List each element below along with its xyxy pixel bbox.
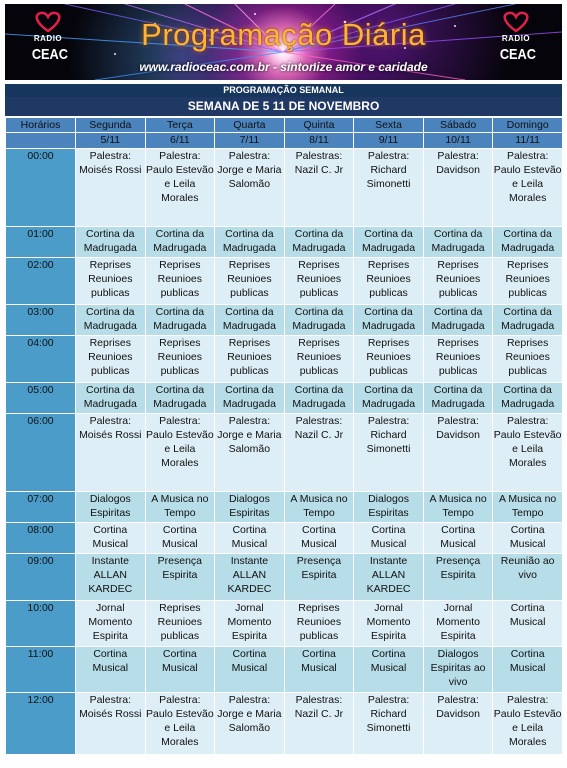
program-cell: Palestra: Moisés Rossi bbox=[76, 149, 146, 227]
program-cell: Cortina Musical bbox=[354, 647, 424, 693]
schedule-row bbox=[6, 523, 563, 554]
program-cell: Palestra: Moisés Rossi bbox=[76, 693, 146, 755]
program-cell: Cortina Musical bbox=[493, 601, 563, 647]
program-cell: Cortina Musical bbox=[423, 523, 493, 554]
program-cell: A Musica no Tempo bbox=[493, 492, 563, 523]
day-header-row bbox=[6, 118, 563, 133]
program-cell: Reprises Reunioes publicas bbox=[145, 336, 215, 383]
program-cell: Palestra: Richard Simonetti bbox=[354, 414, 424, 492]
program-cell: Presença Espirita bbox=[423, 554, 493, 601]
program-cell: Cortina da Madrugada bbox=[493, 227, 563, 258]
program-cell: Palestra: Paulo Estevão e Leila Morales bbox=[493, 693, 563, 755]
program-cell: Cortina Musical bbox=[145, 523, 215, 554]
program-cell: Cortina Musical bbox=[284, 647, 354, 693]
program-cell: A Musica no Tempo bbox=[423, 492, 493, 523]
program-cell: Cortina Musical bbox=[354, 523, 424, 554]
day-header: Terça bbox=[145, 118, 215, 133]
program-cell: Cortina da Madrugada bbox=[423, 383, 493, 414]
program-cell: Instante ALLAN KARDEC bbox=[215, 554, 285, 601]
program-cell: Cortina da Madrugada bbox=[145, 383, 215, 414]
logo-radio-text: RADIO bbox=[501, 34, 531, 43]
program-cell: Cortina da Madrugada bbox=[423, 227, 493, 258]
program-cell: Palestra: Paulo Estevão e Leila Morales bbox=[145, 414, 215, 492]
program-cell: Palestra: Davidson bbox=[423, 414, 493, 492]
program-cell: Jornal Momento Espirita bbox=[354, 601, 424, 647]
day-header: Domingo bbox=[493, 118, 563, 133]
program-cell: Dialogos Espiritas bbox=[76, 492, 146, 523]
program-cell: Cortina da Madrugada bbox=[354, 383, 424, 414]
schedule-row bbox=[6, 305, 563, 336]
logo-ceac-text: CEAC bbox=[499, 46, 536, 63]
program-cell: Palestra: Paulo Estevão e Leila Morales bbox=[145, 149, 215, 227]
program-cell: Reprises Reunioes publicas bbox=[493, 336, 563, 383]
program-cell: Reprises Reunioes publicas bbox=[423, 336, 493, 383]
program-cell: Reprises Reunioes publicas bbox=[354, 336, 424, 383]
program-cell: Cortina da Madrugada bbox=[76, 305, 146, 336]
program-cell: Cortina Musical bbox=[493, 523, 563, 554]
program-cell: Cortina da Madrugada bbox=[145, 305, 215, 336]
time-slot-label: 04:00 bbox=[6, 336, 76, 383]
program-cell: Presença Espirita bbox=[284, 554, 354, 601]
schedule-row bbox=[6, 258, 563, 305]
program-cell: Palestra: Jorge e Maria Salomão bbox=[215, 414, 285, 492]
time-slot-label: 02:00 bbox=[6, 258, 76, 305]
time-slot-label: 08:00 bbox=[6, 523, 76, 554]
schedule-row bbox=[6, 227, 563, 258]
date-header: 7/11 bbox=[215, 133, 285, 149]
program-cell: A Musica no Tempo bbox=[145, 492, 215, 523]
schedule-row bbox=[6, 149, 563, 227]
program-cell: Jornal Momento Espirita bbox=[215, 601, 285, 647]
program-cell: Cortina Musical bbox=[215, 647, 285, 693]
program-cell: Palestra: Davidson bbox=[423, 693, 493, 755]
schedule-row bbox=[6, 601, 563, 647]
program-cell: Presença Espirita bbox=[145, 554, 215, 601]
program-cell: Reprises Reunioes publicas bbox=[145, 601, 215, 647]
banner-url-slogan[interactable]: www.radioceac.com.br - sintonize amor e caridade bbox=[139, 60, 428, 74]
logo-radio-text: RADIO bbox=[33, 34, 63, 43]
program-cell: Palestras: Nazil C. Jr bbox=[284, 693, 354, 755]
program-cell: Palestra: Jorge e Maria Salomão bbox=[215, 149, 285, 227]
program-cell: Palestra: Richard Simonetti bbox=[354, 149, 424, 227]
program-cell: Instante ALLAN KARDEC bbox=[354, 554, 424, 601]
program-cell: Reprises Reunioes publicas bbox=[423, 258, 493, 305]
schedule-row bbox=[6, 414, 563, 492]
program-cell: Cortina da Madrugada bbox=[284, 305, 354, 336]
schedule-row bbox=[6, 336, 563, 383]
program-cell: Dialogos Espiritas bbox=[354, 492, 424, 523]
logo-ceac-text: CEAC bbox=[31, 46, 68, 63]
program-cell: Palestra: Davidson bbox=[423, 149, 493, 227]
date-header: 6/11 bbox=[145, 133, 215, 149]
time-slot-label: 07:00 bbox=[6, 492, 76, 523]
program-cell: Jornal Momento Espirita bbox=[76, 601, 146, 647]
program-cell: Cortina da Madrugada bbox=[76, 227, 146, 258]
day-header: Segunda bbox=[76, 118, 146, 133]
week-label: SEMANA DE 5 11 DE NOVEMBRO bbox=[5, 97, 562, 116]
date-header-row bbox=[6, 133, 563, 149]
time-slot-label: 12:00 bbox=[6, 693, 76, 755]
program-cell: Cortina da Madrugada bbox=[215, 227, 285, 258]
program-cell: Cortina da Madrugada bbox=[493, 383, 563, 414]
time-slot-label: 10:00 bbox=[6, 601, 76, 647]
program-cell: Cortina Musical bbox=[493, 647, 563, 693]
schedule-row bbox=[6, 492, 563, 523]
date-corner bbox=[6, 133, 76, 149]
schedule-row bbox=[6, 693, 563, 755]
program-cell: Dialogos Espiritas ao vivo bbox=[423, 647, 493, 693]
program-cell: Cortina da Madrugada bbox=[76, 383, 146, 414]
program-cell: Reprises Reunioes publicas bbox=[284, 601, 354, 647]
date-header: 9/11 bbox=[354, 133, 424, 149]
program-cell: Cortina da Madrugada bbox=[354, 305, 424, 336]
date-header: 8/11 bbox=[284, 133, 354, 149]
time-slot-label: 09:00 bbox=[6, 554, 76, 601]
heart-icon bbox=[497, 10, 535, 34]
date-header: 11/11 bbox=[493, 133, 563, 149]
time-slot-label: 05:00 bbox=[6, 383, 76, 414]
schedule-title: PROGRAMAÇÃO SEMANAL bbox=[5, 84, 562, 97]
program-cell: Palestra: Jorge e Maria Salomão bbox=[215, 693, 285, 755]
program-cell: Cortina da Madrugada bbox=[145, 227, 215, 258]
time-slot-label: 11:00 bbox=[6, 647, 76, 693]
radio-ceac-logo-right bbox=[497, 10, 535, 76]
program-cell: Reprises Reunioes publicas bbox=[284, 336, 354, 383]
program-cell: Cortina da Madrugada bbox=[215, 305, 285, 336]
schedule-table bbox=[5, 117, 563, 755]
schedule-row bbox=[6, 383, 563, 414]
program-cell: Cortina da Madrugada bbox=[284, 383, 354, 414]
program-cell: Cortina da Madrugada bbox=[423, 305, 493, 336]
date-header: 5/11 bbox=[76, 133, 146, 149]
program-cell: Reprises Reunioes publicas bbox=[145, 258, 215, 305]
program-cell: Cortina da Madrugada bbox=[493, 305, 563, 336]
program-cell: Cortina Musical bbox=[145, 647, 215, 693]
program-cell: Cortina Musical bbox=[284, 523, 354, 554]
program-cell: Palestras: Nazil C. Jr bbox=[284, 414, 354, 492]
schedule-row bbox=[6, 647, 563, 693]
time-slot-label: 00:00 bbox=[6, 149, 76, 227]
day-header: Quinta bbox=[284, 118, 354, 133]
program-cell: Palestras: Nazil C. Jr bbox=[284, 149, 354, 227]
program-cell: Dialogos Espiritas bbox=[215, 492, 285, 523]
day-header: Sábado bbox=[423, 118, 493, 133]
program-cell: Cortina da Madrugada bbox=[215, 383, 285, 414]
program-cell: Palestra: Richard Simonetti bbox=[354, 693, 424, 755]
day-header: Sexta bbox=[354, 118, 424, 133]
program-cell: Palestra: Moisés Rossi bbox=[76, 414, 146, 492]
program-cell: A Musica no Tempo bbox=[284, 492, 354, 523]
time-slot-label: 03:00 bbox=[6, 305, 76, 336]
program-cell: Cortina da Madrugada bbox=[284, 227, 354, 258]
program-cell: Palestra: Paulo Estevão e Leila Morales bbox=[493, 414, 563, 492]
program-cell: Reprises Reunioes publicas bbox=[215, 336, 285, 383]
schedule-body bbox=[6, 149, 563, 755]
program-cell: Reprises Reunioes publicas bbox=[284, 258, 354, 305]
schedule-row bbox=[6, 554, 563, 601]
program-cell: Cortina Musical bbox=[215, 523, 285, 554]
time-slot-label: 01:00 bbox=[6, 227, 76, 258]
program-cell: Reunião ao vivo bbox=[493, 554, 563, 601]
program-cell: Reprises Reunioes publicas bbox=[493, 258, 563, 305]
program-cell: Palestra: Paulo Estevão e Leila Morales bbox=[145, 693, 215, 755]
program-cell: Cortina Musical bbox=[76, 523, 146, 554]
program-cell: Cortina Musical bbox=[76, 647, 146, 693]
program-cell: Reprises Reunioes publicas bbox=[354, 258, 424, 305]
program-cell: Reprises Reunioes publicas bbox=[215, 258, 285, 305]
program-cell: Reprises Reunioes publicas bbox=[76, 336, 146, 383]
header-banner bbox=[5, 4, 562, 80]
program-cell: Jornal Momento Espirita bbox=[423, 601, 493, 647]
day-header: Quarta bbox=[215, 118, 285, 133]
program-cell: Reprises Reunioes publicas bbox=[76, 258, 146, 305]
time-column-header: Horários bbox=[6, 118, 76, 133]
program-cell: Cortina da Madrugada bbox=[354, 227, 424, 258]
time-slot-label: 06:00 bbox=[6, 414, 76, 492]
banner-title: Programação Diária bbox=[141, 17, 426, 52]
date-header: 10/11 bbox=[423, 133, 493, 149]
program-cell: Instante ALLAN KARDEC bbox=[76, 554, 146, 601]
program-cell: Palestra: Paulo Estevão e Leila Morales bbox=[493, 149, 563, 227]
